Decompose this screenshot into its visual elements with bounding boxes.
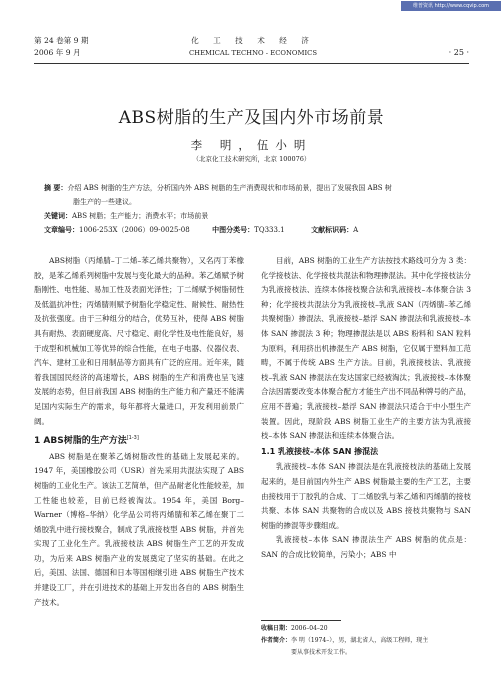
- doc-code: A: [353, 226, 359, 234]
- watermark-banner: 维普资讯 http://www.cqvip.com: [401, 1, 501, 11]
- journal-name-en: CHEMICAL TECHNO - ECONOMICS: [188, 49, 318, 57]
- received-date-line: [261, 623, 476, 635]
- article-no-label: 文章编号：: [44, 225, 79, 234]
- section-1-1-paragraph-1: 乳液接枝–本体 SAN 掺混法是在乳液接枝法的基础上发展起来的，是目前国内外生产 ABS 树脂最主要的生产工艺，主要由接枝用于丁胶乳的合成、丁二烯胶乳与苯乙烯和丙烯腈的接枝共聚、本体 SAN 共聚物的合成以及 ABS 接枝共聚物与 SAN 树脂的掺混等步骤组成。: [261, 462, 471, 530]
- classification-line: [44, 223, 456, 237]
- author-bio-1: 李 明（1974–），男，湖北省人，高级工程师，现主: [291, 637, 429, 644]
- journal-name-cn: 化 工 技 术 经 济: [191, 36, 315, 45]
- section-1-citation: [1-3]: [126, 435, 139, 442]
- section-1-1-heading: 1.1 乳液接枝–本体 SAN 掺混法: [261, 446, 379, 456]
- abstract-block: [44, 181, 456, 237]
- journal-name: [150, 35, 356, 59]
- received-label: 收稿日期：: [261, 625, 292, 632]
- journal-issue-info: [34, 35, 89, 59]
- abstract-line: [44, 195, 456, 209]
- doc-code-label: 文献标识码：: [311, 225, 354, 234]
- keywords-line: [44, 209, 456, 223]
- author-affiliation: （北京化工技术研究所，北京 100076）: [192, 155, 311, 163]
- article-no: 1006-253X（2006）09-0025-08: [79, 226, 190, 234]
- clc-label: 中图分类号：: [212, 225, 255, 234]
- abstract-text-1: 介绍 ABS 树脂的生产方法，分析国内外 ABS 树脂的生产消费现状和市场前景，提出了发展我国 ABS 树: [67, 184, 392, 192]
- abstract-label: 摘 要：: [44, 183, 68, 192]
- left-column: [34, 254, 244, 610]
- footnote-rule: [261, 620, 341, 621]
- author-bio-label: 作者简介：: [261, 637, 292, 644]
- abstract-text-2: 脂生产的一些建议。: [73, 198, 136, 206]
- received-date: 2006–04–20: [291, 625, 328, 632]
- abstract-line: [44, 181, 456, 195]
- author-bio-line: [261, 635, 476, 647]
- volume-issue: 第 24 卷第 9 期: [34, 36, 89, 45]
- methods-paragraph: 目前，ABS 树脂的工业生产方法按技术路线可分为 3 类：化学接枝法、化学接枝共混法和物理掺混法。其中化学接枝法分为乳液接枝法、连续本体接枝聚合法和乳液接枝–本体聚合法 3 种；化学接枝共混法分为乳液接枝–乳液 SAN（丙烯腈–苯乙烯共聚树脂）掺混法、乳液接枝–悬浮 SAN 掺混法和乳液接枝–本体 SAN 掺混法 3 种；物理掺混法是以 ABS 粉料和 SAN 粒料为原料，利用挤出机掺混生产 ABS 树脂，它仅属于塑料加工范畴，不属于传统 ABS 生产方法。目前，乳液接枝法、乳液接枝–乳液 SAN 掺混法在发达国家已经被淘汰；乳液接枝–本体聚合法因需要改变本体聚合配方才能生产出不同品种牌号的产品，应用不普遍；乳液接枝–悬浮 SAN 掺混法只适合于中小型生产装置。因此，现阶段 ABS 树脂工业生产的主要方法为乳液接枝–本体 SAN 掺混法和连续本体聚合法。: [261, 256, 471, 441]
- author-bio-line-2: [261, 647, 476, 659]
- publication-date: 2006 年 9 月: [34, 48, 81, 57]
- right-column: [261, 254, 471, 562]
- footnote: [261, 623, 476, 659]
- header-rule: [34, 63, 469, 64]
- author-bio-2: 要从事技术开发工作。: [291, 649, 352, 656]
- article-title: ABS树脂的生产及国内外市场前景: [118, 108, 385, 128]
- page-number: · 25 ·: [448, 48, 469, 57]
- keywords: ABS 树脂；生产能力；消费水平；市场前景: [72, 212, 209, 220]
- clc-number: TQ333.1: [254, 226, 285, 234]
- article-authors: 李 明，伍小明: [190, 138, 313, 152]
- intro-paragraph: ABS树脂（丙烯腈–丁二烯–苯乙烯共聚物），又名丙丁苯橡胶，是苯乙烯系列树脂中发展与变化最大的品种。苯乙烯赋予树脂刚性、电性能、易加工性及表面光泽性；丁二烯赋予树脂韧性及低温抗冲性；丙烯腈则赋予树脂化学稳定性、耐候性、耐热性及抗张强度。由于三种组分的结合，优势互补，使得 ABS 树脂具有耐热、表面硬度高、尺寸稳定、耐化学性及电性能良好，易于成型和机械加工等优异的综合性能，在电子电器、仪器仪表、汽车、建材工业和日用制品等方面具有广泛的应用。近年来，随着我国国民经济的高速增长，ABS 树脂的生产和消费也呈飞速发展的态势，但目前我国 ABS 树脂的生产能力和产量还不能满足国内实际生产的需求，每年都将大量进口，开发利用前景广阔。: [34, 256, 244, 426]
- section-1-heading: [34, 431, 244, 449]
- section-1-1-paragraph-2: 乳液接枝–本体 SAN 掺混法生产 ABS 树脂的优点是：SAN 的合成比较简单，污染小；ABS 中: [261, 535, 471, 559]
- section-1-heading-text: 1 ABS树脂的生产方法: [34, 436, 127, 447]
- section-1-paragraph: ABS 树脂是在聚苯乙烯树脂改性的基础上发展起来的。1947 年，美国橡胶公司（USR）首先采用共混法实现了 ABS 树脂的工业化生产。该法工艺简单，但产品耐老化性能较差，加工性能也较差，目前已经被淘汰。1954 年，美国 Borg–Warner（博格–华纳）化学品公司将丙烯腈和苯乙烯在聚丁二烯胶乳中进行接枝聚合，制成了乳液接枝型 ABS 树脂，并首先实现了工业化生产。乳液接枝法 ABS 树脂生产工艺的开发成功，为后来 ABS 树脂产业的发展奠定了坚实的基础。在此之后，美国、法国、德国和日本等国相继引进 ABS 树脂生产技术并建设工厂，并在引进技术的基础上开发出各自的 ABS 树脂生产技术。: [34, 451, 244, 607]
- keywords-label: 关键词：: [44, 211, 72, 220]
